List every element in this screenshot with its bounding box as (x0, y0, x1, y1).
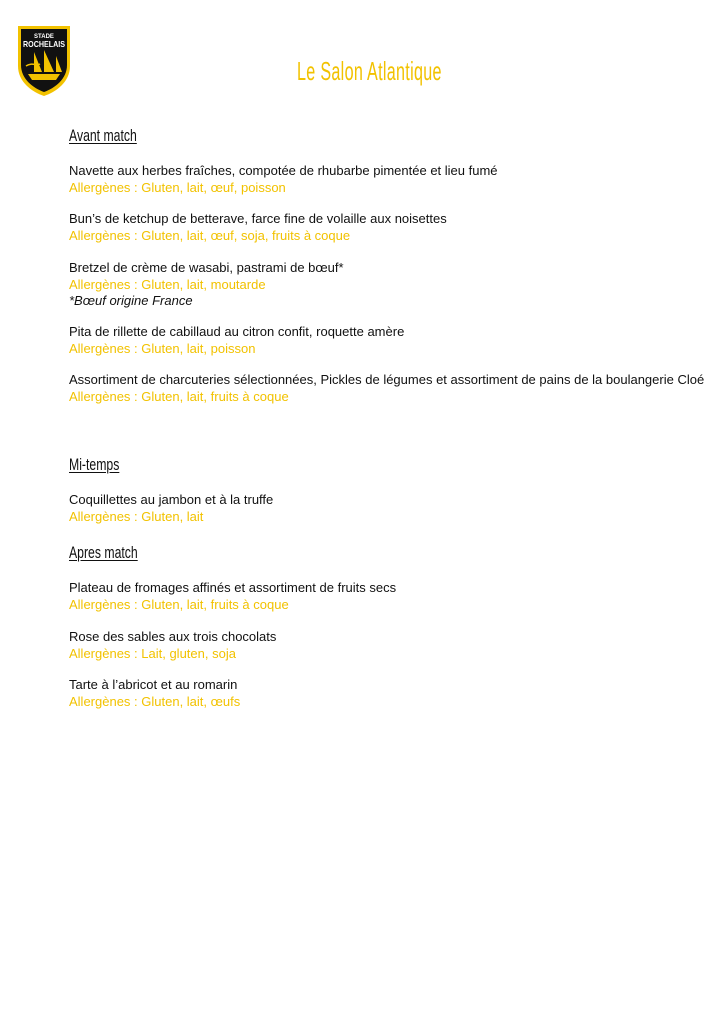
menu-item (69, 211, 709, 244)
menu-item (69, 372, 709, 405)
logo-text-top: STADE (34, 34, 54, 40)
logo-text-main: ROCHELAIS (23, 39, 66, 49)
menu-item (69, 260, 709, 310)
menu-item (69, 163, 709, 196)
allergens-text: Allergènes : Lait, gluten, soja (69, 645, 236, 661)
allergens-text: Allergènes : Gluten, lait, fruits à coque (69, 596, 289, 612)
allergens-text: Allergènes : Gluten, lait, fruits à coque (69, 388, 289, 404)
menu-item (69, 580, 709, 613)
dish-name: Rose des sables aux trois chocolats (69, 629, 277, 644)
allergens-text: Allergènes : Gluten, lait, œuf, soja, fruits à coque (69, 227, 351, 243)
dish-name: Plateau de fromages affinés et assortiment de fruits secs (69, 580, 397, 595)
menu-item (69, 324, 709, 357)
allergens-text: Allergènes : Gluten, lait, poisson (69, 340, 256, 356)
menu-item (69, 492, 709, 525)
section-title-avant-match: Avant match (69, 126, 137, 145)
allergens-text: Allergènes : Gluten, lait, œuf, poisson (69, 179, 286, 195)
dish-name: Pita de rillette de cabillaud au citron confit, roquette amère (69, 324, 405, 339)
dish-name: Bun’s de ketchup de betterave, farce fine de volaille aux noisettes (69, 211, 447, 226)
page-title: Le Salon Atlantique (297, 56, 442, 86)
dish-name: Navette aux herbes fraîches, compotée de rhubarbe pimentée et lieu fumé (69, 163, 498, 178)
origin-note: *Bœuf origine France (69, 293, 193, 308)
dish-name: Bretzel de crème de wasabi, pastrami de bœuf* (69, 260, 344, 275)
dish-name: Coquillettes au jambon et à la truffe (69, 492, 274, 507)
allergens-text: Allergènes : Gluten, lait (69, 508, 204, 524)
dish-name: Assortiment de charcuteries sélectionnées, Pickles de légumes et assortiment de pains de la boulangerie Cloé (69, 372, 705, 387)
stade-rochelais-logo (14, 22, 74, 98)
allergens-text: Allergènes : Gluten, lait, moutarde (69, 276, 266, 292)
section-title-mi-temps: Mi-temps (69, 455, 120, 474)
menu-item (69, 677, 709, 710)
menu-item (69, 629, 709, 662)
dish-name: Tarte à l’abricot et au romarin (69, 677, 238, 692)
section-title-apres-match: Apres match (69, 543, 138, 562)
allergens-text: Allergènes : Gluten, lait, œufs (69, 693, 241, 709)
